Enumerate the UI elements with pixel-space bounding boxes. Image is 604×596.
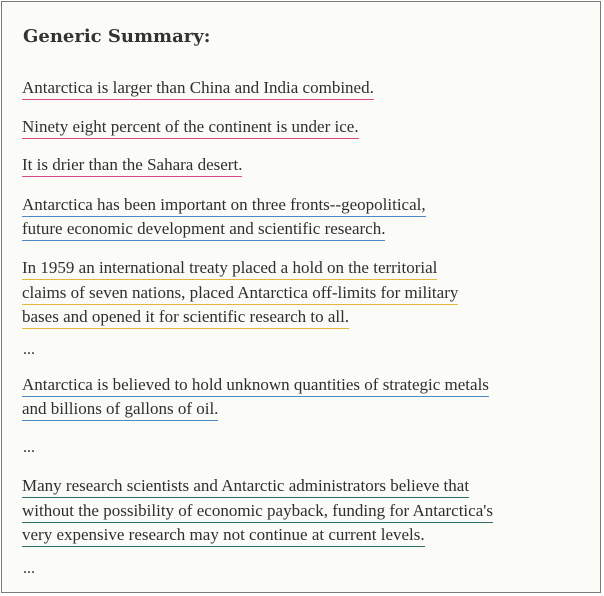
summary-sentence-7-line-1: Many research scientists and Antarctic administrators believe that	[22, 476, 469, 498]
summary-sentence-1-line-1: Antarctica is larger than China and India combined.	[22, 78, 374, 100]
summary-sentence-7-line-3: very expensive research may not continue at current levels.	[22, 525, 425, 547]
summary-title: Generic Summary:	[23, 26, 211, 47]
summary-sentence-5-line-1: In 1959 an international treaty placed a hold on the territorial	[22, 258, 437, 280]
summary-sentence-3-line-1: It is drier than the Sahara desert.	[22, 155, 242, 177]
summary-sentence-5-line-2: claims of seven nations, placed Antarctica off-limits for military	[22, 283, 458, 305]
ellipsis-3: ...	[23, 560, 35, 577]
summary-sentence-6-line-2: and billions of gallons of oil.	[22, 399, 218, 421]
summary-sentence-6-line-1: Antarctica is believed to hold unknown quantities of strategic metals	[22, 375, 489, 397]
summary-panel	[1, 1, 601, 593]
summary-sentence-5-line-3: bases and opened it for scientific research to all.	[22, 307, 349, 329]
ellipsis-2: ...	[23, 439, 35, 456]
summary-sentence-2-line-1: Ninety eight percent of the continent is under ice.	[22, 117, 359, 139]
summary-sentence-7-line-2: without the possibility of economic payback, funding for Antarctica's	[22, 501, 493, 523]
summary-sentence-4-line-1: Antarctica has been important on three fronts--geopolitical,	[22, 195, 426, 217]
ellipsis-1: ...	[23, 341, 35, 358]
summary-sentence-4-line-2: future economic development and scientific research.	[22, 219, 385, 241]
